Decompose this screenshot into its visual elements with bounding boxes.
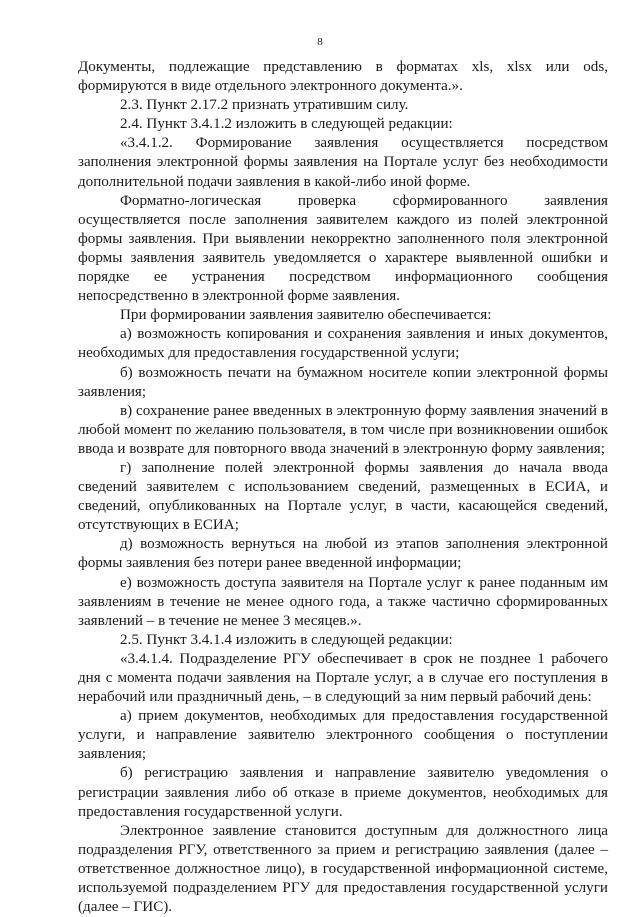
paragraph: Форматно-логическая проверка сформированного заявления осуществляется после заполнения заявителем каждого из полей электронной формы заявления. При выявлении некорректно заполненного поля электронной формы заявления заявитель уведомляется о характере выявленной ошибки и порядке ее устранения посредством информационного сообщения непосредственно в электронной форме заявления. [78, 192, 608, 305]
paragraph: 2.5. Пункт 3.4.1.4 изложить в следующей редакции: [120, 631, 453, 648]
paragraph: 2.4. Пункт 3.4.1.2 изложить в следующей редакции: [120, 116, 453, 133]
paragraph: При формировании заявления заявителю обеспечивается: [120, 307, 492, 324]
list-item: г) заполнение полей электронной формы заявления до начала ввода сведений заявителем с использованием сведений, размещенных в ЕСИА, и сведений, опубликованных на Портале услуг, в части, касающейся сведений, отсутствующих в ЕСИА; [78, 459, 608, 534]
paragraph: «3.4.1.4. Подразделение РГУ обеспечивает в срок не позднее 1 рабочего дня с момента подачи заявления на Портале услуг, а в случае его поступления в нерабочий или праздничный день, – в следующий за ним первый рабочий день: [78, 650, 608, 706]
paragraph: «3.4.1.2. Формирование заявления осуществляется посредством заполнения электронной формы заявления на Портале услуг без необходимости дополнительной подачи заявления в какой-либо иной форме. [78, 135, 608, 190]
page-number: 8 [317, 36, 323, 48]
list-item: е) возможность доступа заявителя на Портале услуг к ранее поданным им заявлениям в течение не менее одного года, а также частично сформированных заявлений – в течение не менее 3 месяцев.». [78, 574, 608, 629]
list-item: в) сохранение ранее введенных в электронную форму заявления значений в любой момент по желанию пользователя, в том числе при возникновении ошибок ввода и возврате для повторного ввода значений в электронную форму заявления; [78, 402, 608, 457]
list-item: д) возможность вернуться на любой из этапов заполнения электронной формы заявления без потери ранее введенной информации; [78, 536, 608, 572]
list-item: б) регистрацию заявления и направление заявителю уведомления о регистрации заявления либо об отказе в приеме документов, необходимых для предоставления государственной услуги. [78, 765, 608, 820]
paragraph: 2.3. Пункт 2.17.2 признать утратившим силу. [120, 97, 409, 114]
list-item: а) прием документов, необходимых для предоставления государственной услуги, и направление заявителю электронного сообщения о поступлении заявления; [78, 708, 608, 763]
paragraph: Электронное заявление становится доступным для должностного лица подразделения РГУ, ответственного за прием и регистрацию заявления (далее – ответственное должностное лицо), в государственной информационной системе, используемой подразделением РГУ для предоставления государственной услуги (далее – ГИС). [78, 822, 608, 916]
list-item: а) возможность копирования и сохранения заявления и иных документов, необходимых для предоставления государственной услуги; [78, 326, 608, 362]
list-item: б) возможность печати на бумажном носителе копии электронной формы заявления; [78, 364, 608, 400]
paragraph: Документы, подлежащие представлению в форматах xls, xlsx или ods, формируются в виде отдельного электронного документа.». [78, 59, 608, 95]
document-body [78, 58, 608, 917]
